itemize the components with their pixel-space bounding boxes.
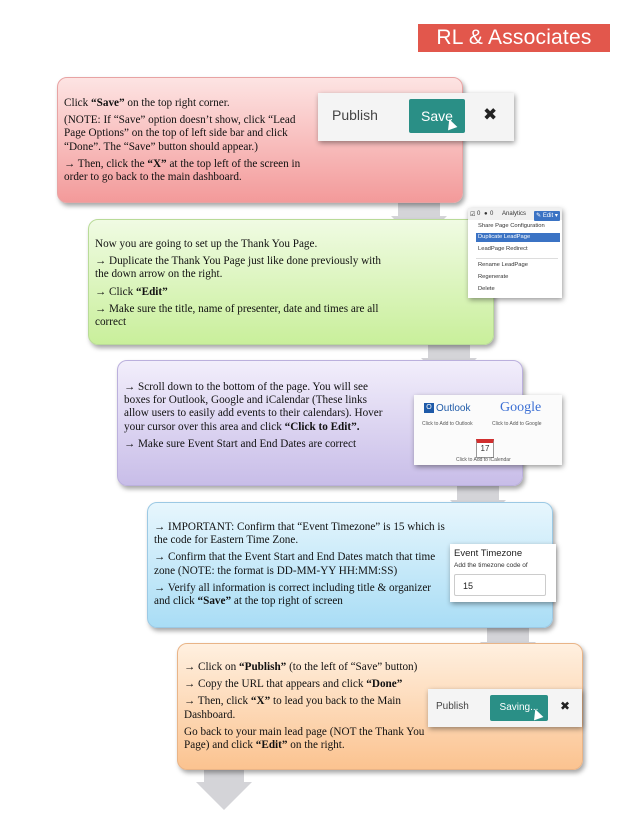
menu-item-redirect[interactable]: LeadPage Redirect (478, 246, 528, 252)
menu-item-rename[interactable]: Rename LeadPage (478, 262, 528, 268)
timezone-title: Event Timezone (454, 548, 523, 559)
menu-divider (476, 258, 558, 259)
step-2-line: Now you are going to set up the Thank You Page. (95, 238, 318, 250)
toolbar (468, 208, 562, 220)
outlook-caption: Click to Add to Outlook (422, 421, 473, 427)
step-4-text (154, 521, 446, 612)
save-button[interactable]: Save (409, 99, 465, 133)
company-logo: RL & Associates LLC (418, 24, 610, 52)
step-2-text (95, 238, 381, 333)
step-5-line: → Then, click “X” to lead you back to the Main Dashboard. (184, 695, 401, 721)
user-icon: ● (484, 211, 488, 217)
step-2-line: → Make sure the title, name of presenter, date and times are all correct (95, 302, 379, 329)
step-2-line: → Click “Edit” (95, 285, 168, 298)
step-2-line: → Duplicate the Thank You Page just like done previously with the down arrow on the right. (95, 255, 381, 281)
screenshot-calendar-links (414, 395, 562, 465)
outlook-link[interactable]: O Outlook (424, 403, 470, 414)
step-4-line: → Confirm that the Event Start and End Dates match that time zone (NOTE: the format is DD-MM-YY HH:MM:SS) (154, 551, 436, 577)
edit-dropdown-button[interactable]: ✎ Edit ▾ (534, 211, 560, 221)
icalendar-caption: Click to Add to iCalendar (456, 457, 511, 463)
close-icon[interactable]: ✖ (560, 699, 571, 713)
google-link[interactable]: Google (500, 400, 542, 415)
icalendar-icon[interactable]: 17 (476, 439, 494, 458)
step-1-line: → Then, click the “X” at the top left of the screen in order to go back to the main dashboard. (64, 157, 301, 184)
step-3-line: → Make sure Event Start and End Dates are correct (124, 437, 357, 450)
publish-button[interactable]: Publish (332, 107, 378, 123)
step-4-line: → IMPORTANT: Confirm that “Event Timezone” is 15 which is the code for Eastern Time Zone. (154, 521, 445, 547)
checkbox-icon: ☑ (470, 212, 476, 218)
screenshot-event-timezone (450, 544, 556, 602)
close-icon[interactable]: ✖ (483, 105, 498, 124)
saving-button[interactable]: Saving... (490, 695, 548, 721)
menu-item-duplicate[interactable]: Duplicate LeadPage (476, 233, 560, 242)
timezone-help: Add the timezone code of (454, 562, 528, 569)
menu-item-share[interactable]: Share Page Configuration (478, 223, 545, 229)
step-1-text (64, 97, 318, 188)
step-5-line: → Copy the URL that appears and click “Done” (184, 678, 403, 691)
screenshot-saving-toolbar (428, 689, 582, 727)
google-caption: Click to Add to Google (492, 421, 542, 427)
step-1-note: (NOTE: If “Save” option doesn’t show, click “Lead Page Options” on the top of left side bar and click “Done”. The “Save” button should appear.) (64, 114, 296, 153)
menu-item-regenerate[interactable]: Regenerate (478, 274, 509, 280)
count-2: 0 (490, 211, 494, 217)
count-1: 0 (477, 211, 481, 217)
step-4-line: → Verify all information is correct including title & organizer and click “Save” at the top right of screen (154, 581, 432, 608)
step-1-line: Click “Save” on the top right corner. (64, 97, 230, 109)
timezone-input[interactable]: 15 (454, 574, 546, 596)
outlook-icon: O (424, 403, 434, 413)
screenshot-edit-menu (468, 208, 562, 298)
screenshot-save-toolbar (318, 93, 514, 141)
step-3-text (124, 381, 390, 455)
step-2-box (88, 219, 494, 345)
step-3-line: → Scroll down to the bottom of the page. You will see boxes for Outlook, Google and iCalendar (These links allow users to easily add events to their calendars). Hover your cursor over this area and click “Click to Edit”. (124, 381, 383, 433)
menu-item-delete[interactable]: Delete (478, 286, 495, 292)
step-5-line: Go back to your main lead page (NOT the Thank You Page) and click “Edit” on the right. (184, 725, 425, 752)
publish-button[interactable]: Publish (436, 701, 469, 712)
analytics-button[interactable]: Analytics (502, 211, 527, 217)
step-5-text (184, 661, 446, 756)
step-5-line: → Click on “Publish” (to the left of “Save” button) (184, 661, 418, 673)
